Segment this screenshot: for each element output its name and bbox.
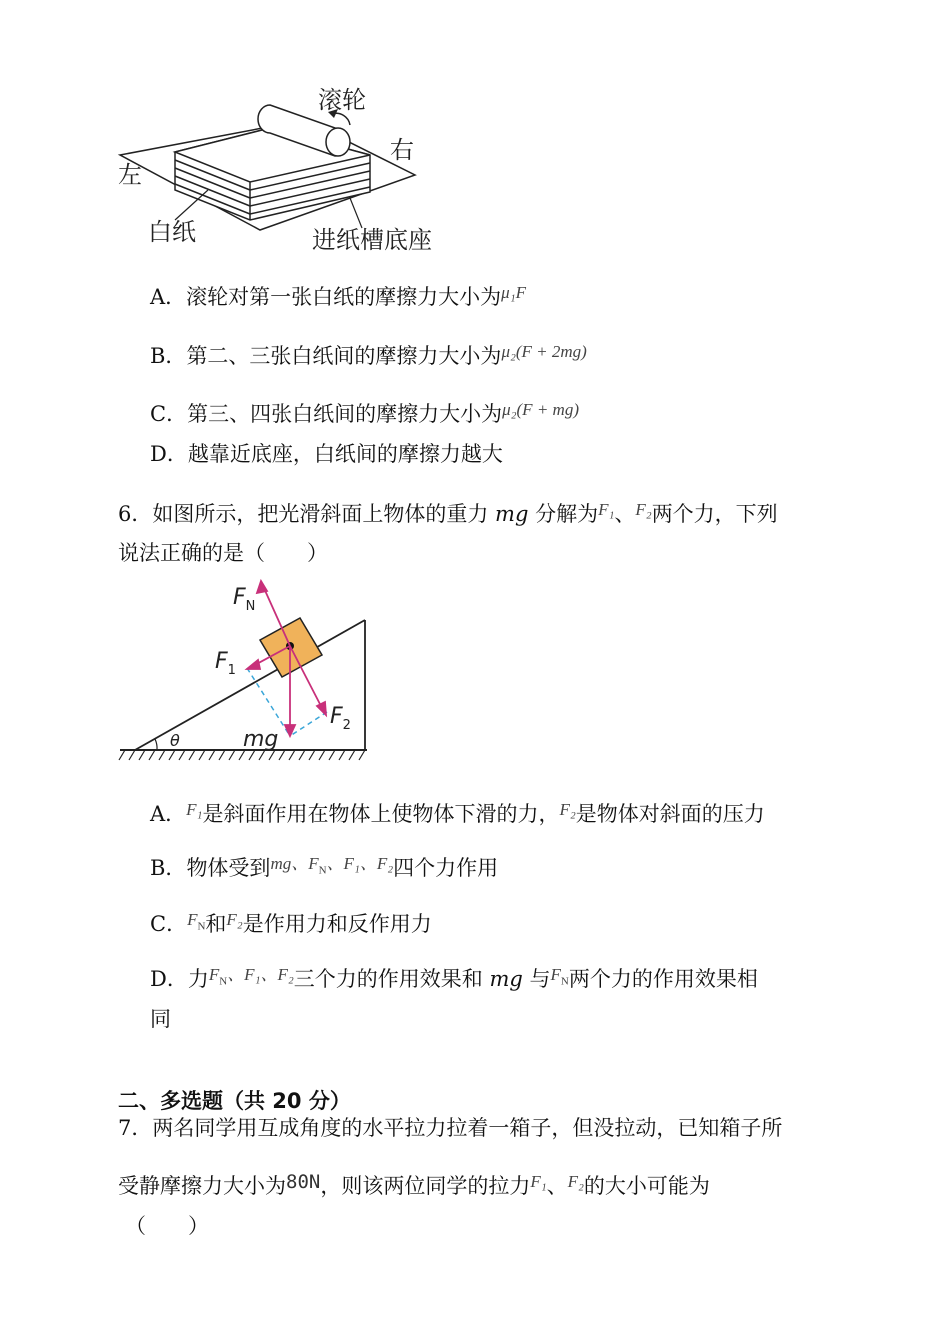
math-mu2-F-mg: μ₂(F + mg) [502, 400, 579, 419]
incline-force-figure [115, 578, 385, 768]
q7-line2: 受静摩擦力大小为80N，则该两位同学的拉力$^{F_1}$、$^{F_2}$的大小可能为 [118, 1171, 710, 1198]
q6-stem-line1: 6．如图所示，把光滑斜面上物体的重力 mg 分解为$^{F_1}$、$^{F_2}$两个力，下列 [118, 500, 778, 526]
angle-arc [155, 739, 157, 750]
label-roller: 滚轮 [318, 86, 366, 114]
paper-feed-figure [110, 80, 470, 260]
q7-line1: 7．两名同学用互成角度的水平拉力拉着一箱子，但没拉动，已知箱子所 [118, 1116, 783, 1140]
label-base: 进纸槽底座 [312, 226, 432, 254]
f2-label: $F_2$ [330, 704, 351, 733]
mg-label: mg [243, 727, 279, 752]
q6-option-b: B．物体受到$^{mg、F_N、F_1、F_2}$四个力作用 [150, 854, 499, 880]
ground-hatching [119, 750, 365, 760]
fn-label: $F_N$ [233, 585, 256, 614]
q5-option-c: C．第三、四张白纸间的摩擦力大小为$^{\mu_2(F + mg)}$ [150, 400, 579, 426]
theta-label: θ [170, 731, 180, 750]
q5-option-a: A．滚轮对第一张白纸的摩擦力大小为$^{\mu_1F}$ [150, 283, 526, 309]
label-right: 右 [390, 136, 414, 164]
section-title: 二、多选题（共 20 分） [118, 1089, 351, 1113]
q7-line3: （ ） [125, 1214, 209, 1238]
q5-option-b: B．第二、三张白纸间的摩擦力大小为$^{\mu_2(F + 2mg)}$ [150, 342, 587, 368]
q6-option-a: A．$^{F_1}$是斜面作用在物体上使物体下滑的力，$^{F_2}$是物体对斜面的压力 [150, 800, 765, 826]
q6-option-d: D．力$^{F_N、F_1、F_2}$三个力的作用效果和 mg 与$^{F_N}$两个力的作用效果相 [150, 965, 758, 991]
math-mu1F: μ₁F [501, 283, 526, 302]
q5-option-d: D．越靠近底座，白纸间的摩擦力越大 [150, 442, 503, 466]
f1-label: $F_1$ [215, 649, 236, 678]
q6-stem-line2: 说法正确的是（ ） [118, 541, 328, 565]
label-left: 左 [118, 161, 142, 189]
q6-option-d-cont: 同 [150, 1007, 171, 1031]
math-mu2-F-2mg: μ₂(F + 2mg) [501, 342, 587, 361]
label-paper: 白纸 [148, 218, 196, 246]
q6-option-c: C．$^{F_N}$和$^{F_2}$是作用力和反作用力 [150, 910, 432, 936]
